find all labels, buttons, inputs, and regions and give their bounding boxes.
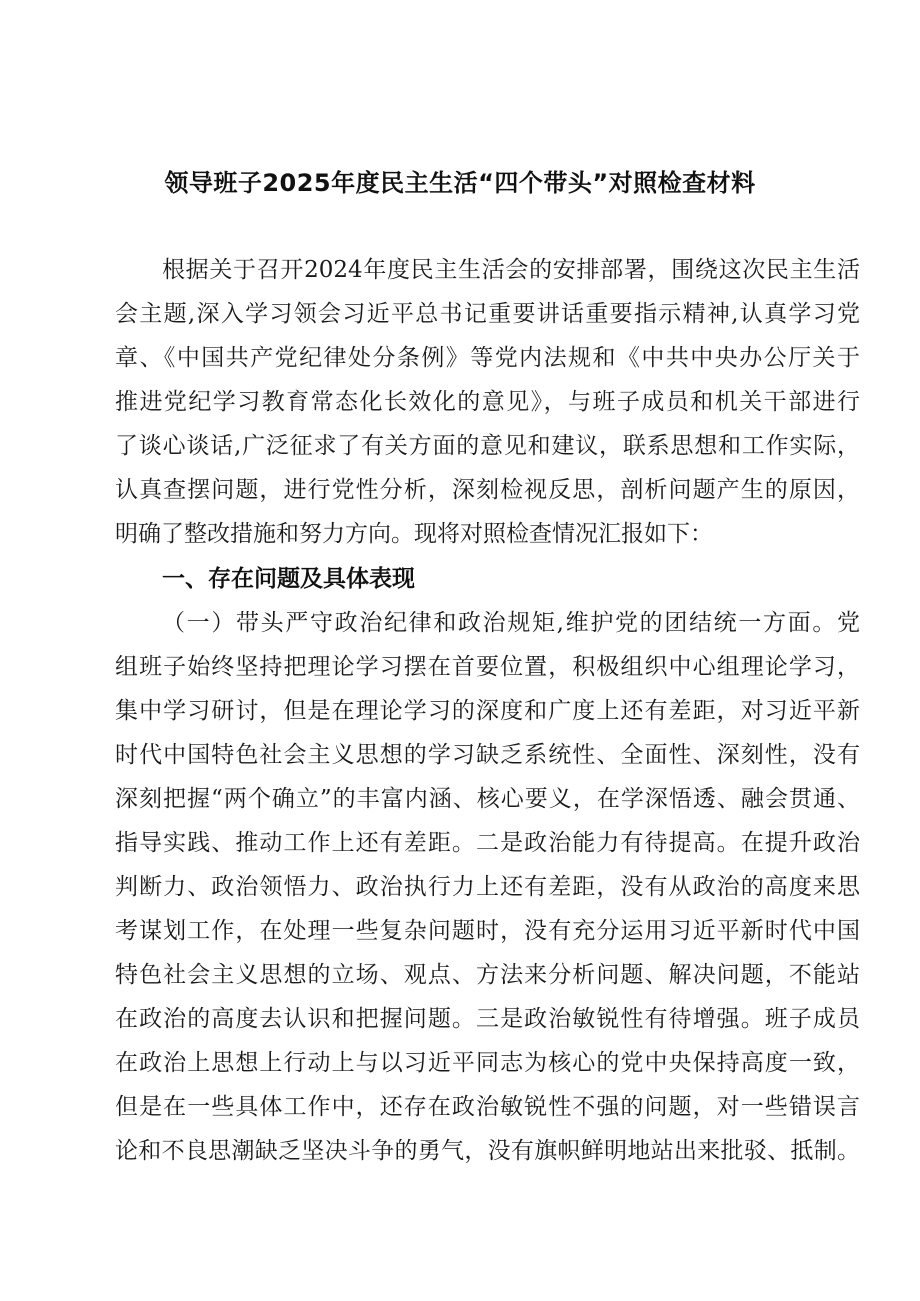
section-line: 集中学习研讨，但是在理论学习的深度和广度上还有差距，对习近平新 bbox=[115, 698, 860, 724]
section-line: 考谋划工作，在处理一些复杂问题时，没有充分运用习近平新时代中国 bbox=[115, 918, 860, 944]
intro-line: 认真查摆问题，进行党性分析，深刻检视反思，剖析问题产生的原因， bbox=[115, 477, 860, 503]
intro-line: 章、《中国共产党纪律处分条例》等党内法规和《中共中央办公厅关于 bbox=[115, 345, 860, 371]
section-line: 时代中国特色社会主义思想的学习缺乏系统性、全面性、深刻性，没有 bbox=[115, 742, 860, 768]
section-line: 在政治上思想上行动上与以习近平同志为核心的党中央保持高度一致， bbox=[115, 1050, 860, 1076]
section-line: 特色社会主义思想的立场、观点、方法来分析问题、解决问题，不能站 bbox=[115, 962, 860, 988]
section-line: 组班子始终坚持把理论学习摆在首要位置，积极组织中心组理论学习， bbox=[115, 654, 860, 680]
intro-line: 推进党纪学习教育常态化长效化的意见》，与班子成员和机关干部进行 bbox=[115, 389, 860, 415]
section-line: 深刻把握“两个确立”的丰富内涵、核心要义，在学深悟透、融会贯通、 bbox=[115, 786, 860, 812]
intro-line: 根据关于召开2024年度民主生活会的安排部署，围绕这次民主生活 bbox=[162, 257, 860, 283]
section-line: 论和不良思潮缺乏坚决斗争的勇气，没有旗帜鲜明地站出来批驳、抵制。 bbox=[115, 1138, 860, 1164]
document-title: 领导班子2025年度民主生活“四个带头”对照检查材料 bbox=[164, 169, 756, 197]
section-heading: 一、存在问题及具体表现 bbox=[162, 566, 415, 592]
intro-line: 会主题,深入学习领会习近平总书记重要讲话重要指示精神,认真学习党 bbox=[115, 301, 860, 327]
section-line: 但是在一些具体工作中，还存在政治敏锐性不强的问题，对一些错误言 bbox=[115, 1094, 860, 1120]
section-line: 指导实践、推动工作上还有差距。二是政治能力有待提高。在提升政治 bbox=[115, 830, 860, 856]
intro-line: 明确了整改措施和努力方向。现将对照检查情况汇报如下： bbox=[115, 521, 713, 547]
section-line: 判断力、政治领悟力、政治执行力上还有差距，没有从政治的高度来思 bbox=[115, 874, 860, 900]
section-line: 在政治的高度去认识和把握问题。三是政治敏锐性有待增强。班子成员 bbox=[115, 1006, 860, 1032]
section-line: （一）带头严守政治纪律和政治规矩,维护党的团结统一方面。党 bbox=[162, 610, 860, 636]
intro-line: 了谈心谈话,广泛征求了有关方面的意见和建议，联系思想和工作实际， bbox=[115, 433, 860, 459]
